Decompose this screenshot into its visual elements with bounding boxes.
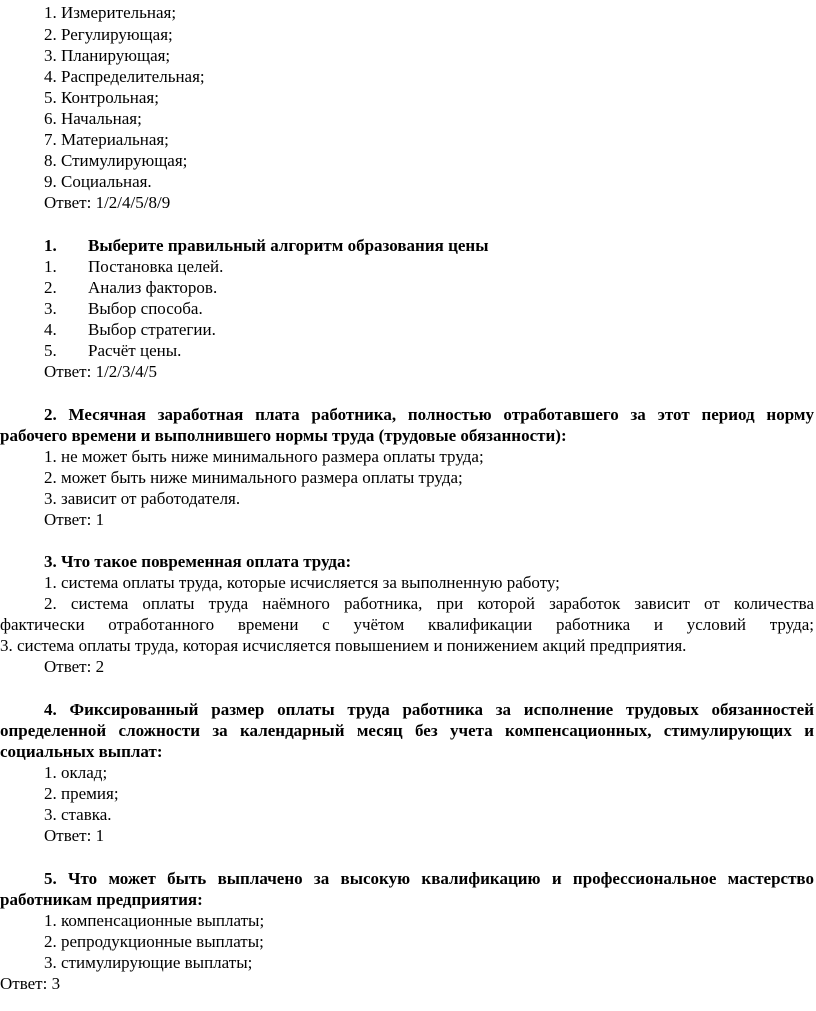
list-item: 5. Расчёт цены. [44,341,182,360]
list-item: 1. Постановка целей. [44,257,224,276]
list-item: 2. Регулирующая; [44,25,173,44]
question-title: 3. Что такое повременная оплата труда: [44,552,352,571]
question-title-line: 4. Фиксированный размер оплаты труда работника за исполнение трудовых обязанностей [44,700,814,719]
list-item: 3. стимулирующие выплаты; [44,953,253,972]
answer-text: Ответ: 1 [44,510,105,529]
answer-text: Ответ: 2 [44,657,105,676]
question-title-line: определенной сложности за календарный месяц без учета компенсационных, стимулирующих и [0,721,814,740]
list-item: 8. Стимулирующая; [44,151,188,170]
list-item: 3. ставка. [44,805,112,824]
list-item: 1. не может быть ниже минимального размера оплаты труда; [44,447,484,466]
list-item: 1. оклад; [44,763,108,782]
question-title-line: работникам предприятия: [0,890,203,909]
list-item: 6. Начальная; [44,109,142,128]
list-item-continued: фактически отработанного времени с учётом квалификации работника и условий труда; [0,615,814,634]
question-title-line: 5. Что может быть выплачено за высокую квалификацию и профессиональное мастерство [44,869,814,888]
list-item: 3. зависит от работодателя. [44,489,241,508]
answer-text: Ответ: 3 [0,974,61,993]
list-item: 2. премия; [44,784,119,803]
list-item: 4. Распределительная; [44,67,205,86]
list-item: 3. система оплаты труда, которая исчисляется повышением и понижением акций предприятия. [0,636,687,655]
list-item: 1. компенсационные выплаты; [44,911,265,930]
list-item: 3. Планирующая; [44,46,171,65]
question-title-line: социальных выплат: [0,742,163,761]
list-item: 2. система оплаты труда наёмного работника, при которой заработок зависит от количества [44,594,814,613]
list-item: 1. система оплаты труда, которые исчисляется за выполненную работу; [44,573,560,592]
answer-text: Ответ: 1/2/4/5/8/9 [44,193,171,212]
list-item: 2. Анализ факторов. [44,278,218,297]
list-item: 9. Социальная. [44,172,152,191]
list-item: 5. Контрольная; [44,88,159,107]
list-item: 4. Выбор стратегии. [44,320,216,339]
list-item: 3. Выбор способа. [44,299,203,318]
list-item: 7. Материальная; [44,130,169,149]
list-item: 1. Измерительная; [44,3,177,22]
list-item: 2. репродукционные выплаты; [44,932,264,951]
question-title: 1. Выберите правильный алгоритм образования цены [44,236,489,255]
list-item: 2. может быть ниже минимального размера оплаты труда; [44,468,463,487]
question-title-line: рабочего времени и выполнившего нормы труда (трудовые обязанности): [0,426,567,445]
question-title-line: 2. Месячная заработная плата работника, полностью отработавшего за этот период норму [44,405,814,424]
answer-text: Ответ: 1 [44,826,105,845]
answer-text: Ответ: 1/2/3/4/5 [44,362,157,381]
